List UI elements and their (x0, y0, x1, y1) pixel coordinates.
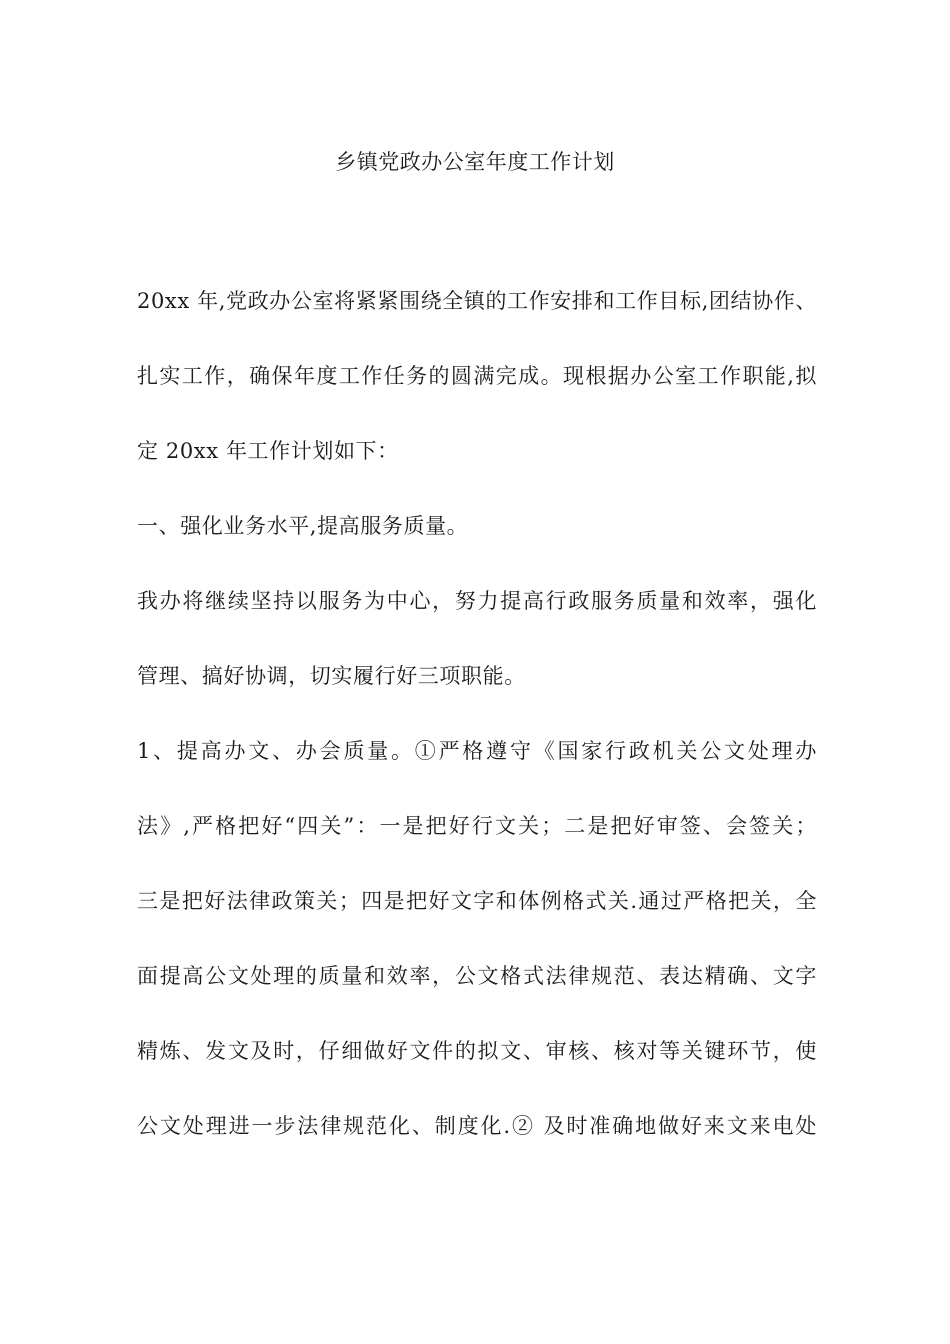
paragraph-line-8: 法》,严格把好“四关”：一是把好行文关；二是把好审签、会签关； (137, 814, 817, 838)
paragraph-line-6: 管理、搞好协调，切实履行好三项职能。 (137, 664, 526, 688)
paragraph-line-3: 定 20xx 年工作计划如下： (137, 439, 399, 463)
document-title: 乡镇党政办公室年度工作计划 (335, 150, 615, 174)
paragraph-line-2: 扎实工作，确保年度工作任务的圆满完成。现根据办公室工作职能,拟 (137, 364, 817, 388)
paragraph-line-11: 精炼、发文及时，仔细做好文件的拟文、审核、核对等关键环节，使 (137, 1039, 817, 1063)
paragraph-line-1: 20xx 年,党政办公室将紧紧围绕全镇的工作安排和工作目标,团结协作、 (137, 289, 817, 313)
paragraph-line-12: 公文处理进一步法律规范化、制度化.② 及时准确地做好来文来电处 (137, 1114, 817, 1138)
paragraph-line-10: 面提高公文处理的质量和效率，公文格式法律规范、表达精确、文字 (137, 964, 817, 988)
section-heading-1: 一、强化业务水平,提高服务质量。 (137, 514, 469, 538)
paragraph-line-7: 1、提高办文、办会质量。①严格遵守《国家行政机关公文处理办 (137, 739, 817, 763)
paragraph-line-5: 我办将继续坚持以服务为中心，努力提高行政服务质量和效率，强化 (137, 589, 817, 613)
paragraph-line-9: 三是把好法律政策关；四是把好文字和体例格式关.通过严格把关，全 (137, 889, 817, 913)
